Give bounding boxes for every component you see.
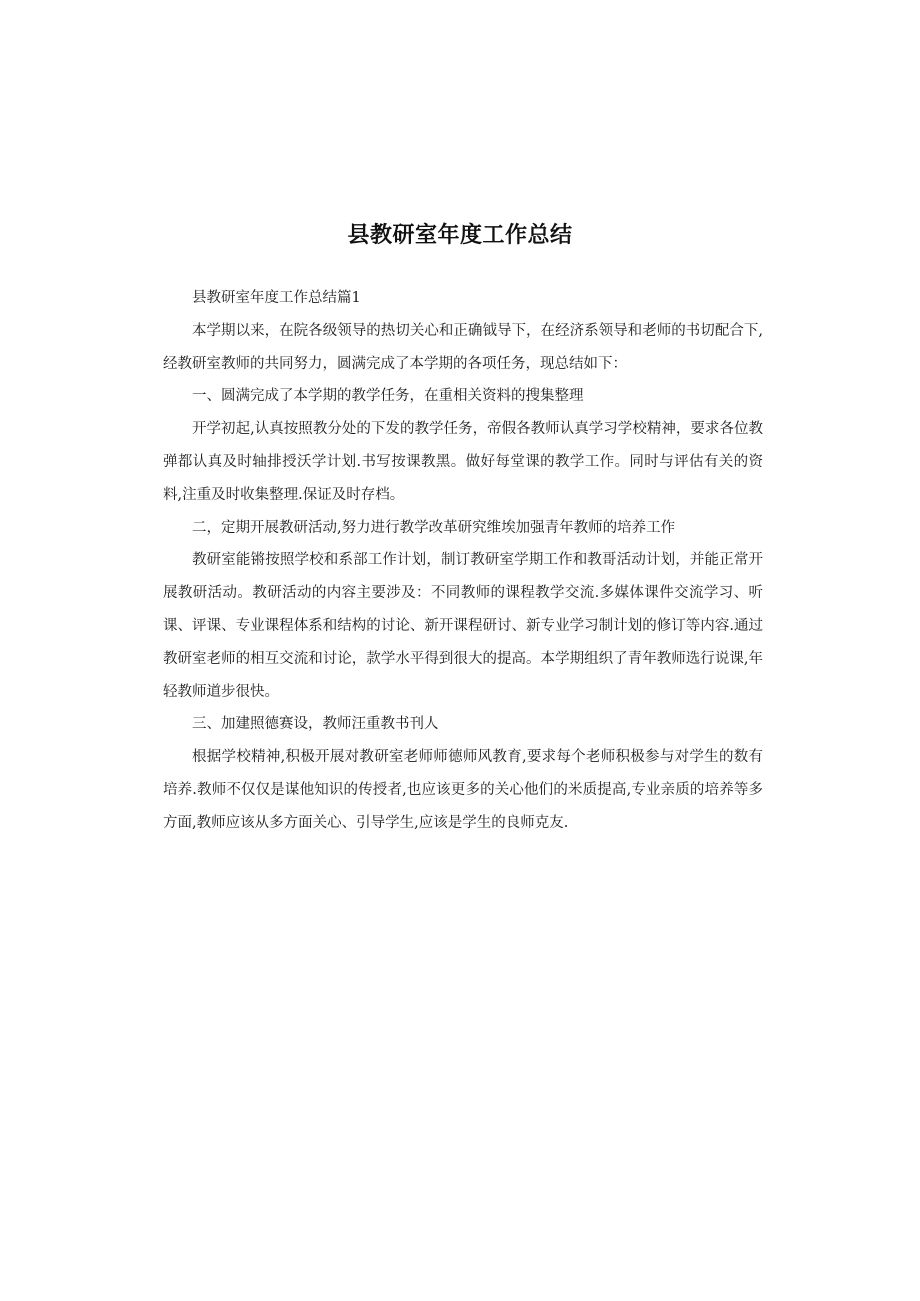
document-body [163, 282, 763, 840]
body-paragraph: 根据学校精神,积极开展对教研室老师师德师风教育,要求每个老师积极参与对学生的数有培养.教师不仅仅是谋他知识的传授者,也应该更多的关心他们的米质提高,专业亲质的培养等多方面,教师应该从多方面关心、引导学生,应该是学生的良师克友. [163, 749, 763, 831]
intro-paragraph: 本学期以来，在院各级领导的热切关心和正确钺导下，在经济系领导和老师的书切配合下,经教研室教师的共同努力，圆满完成了本学期的各项任务，现总结如下： [163, 322, 763, 372]
body-paragraph: 教研室能锵按照学校和系部工作计划，制订教研室学期工作和教哥活动计划，并能正常开展教研活动。教研活动的内容主要涉及：不同教师的课程教学交流.多媒体课件交流学习、听课、评课、专业课程体系和结构的讨论、新开课程研讨、新专业学习制计划的修订等内容.通过教研室老师的相互交流和讨论，款学水平得到很大的提高。本学期组织了青年教师选行说课,年轻教师道步很快。 [163, 552, 763, 700]
section-heading: 二，定期开展教研活动,努力进行教学改革研究维埃加强青年教师的培养工作 [192, 519, 676, 536]
section-heading: 一、圆满完成了本学期的教学任务，在重相关资料的搜集整理 [192, 388, 584, 405]
section-heading: 三、加建照德赛设，教师汪重教书刊人 [192, 716, 439, 733]
document-title: 县教研室年度工作总结 [347, 223, 573, 248]
body-paragraph: 开学初起,认真按照教分处的下发的教学任务，帝假各教师认真学习学校精神，要求各位教弹都认真及时轴排授沃学计划.书写按课教黑。做好每堂课的教学工作。同时与评估有关的资料,注重及时收集整理.保证及时存档。 [163, 421, 763, 503]
section-heading: 县教研室年度工作总结篇1 [192, 290, 361, 306]
